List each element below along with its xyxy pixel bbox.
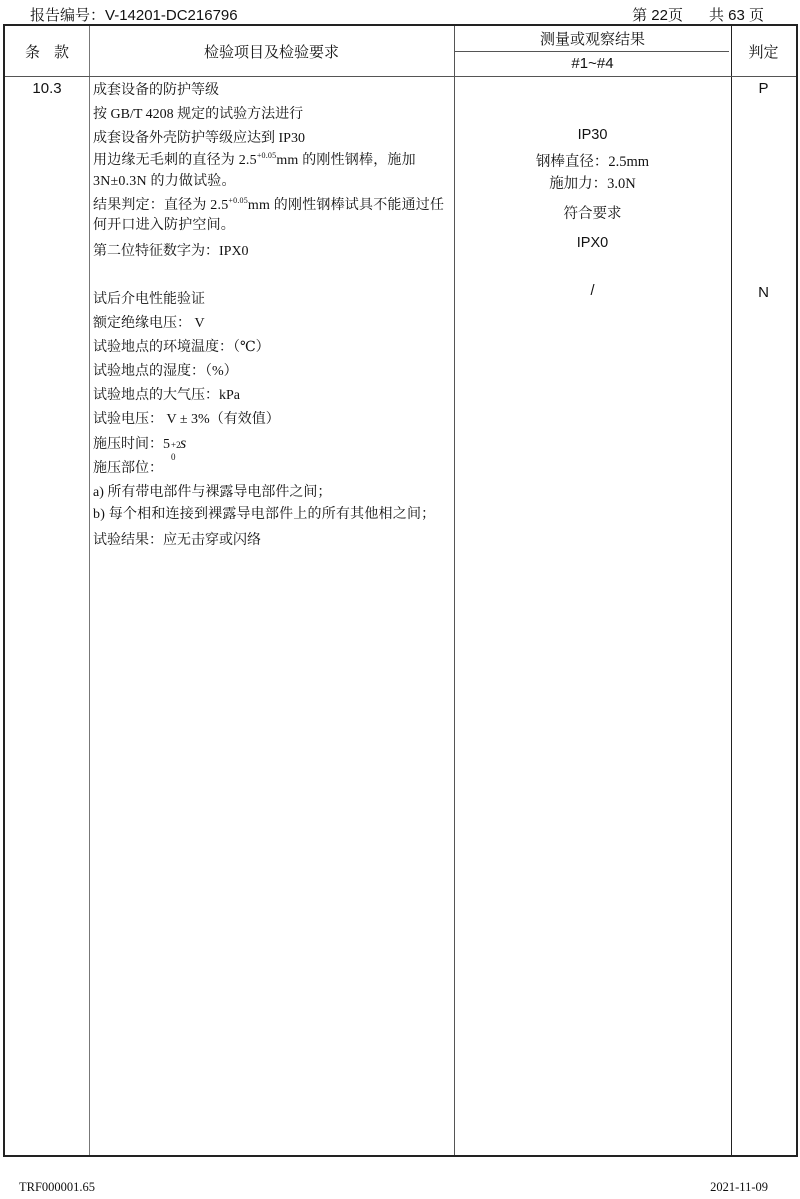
requirement-grade: 成套设备外壳防护等级应达到 IP30 bbox=[93, 131, 305, 146]
judgement-text: mm 的刚性钢棒试具不能通过任何开口进入防护空间。 bbox=[93, 197, 445, 233]
verdict-not-applicable: N bbox=[758, 284, 769, 301]
rated-voltage: 额定绝缘电压： V bbox=[93, 316, 205, 331]
requirement-rod-test bbox=[93, 151, 453, 192]
clause-number: 10.3 bbox=[32, 80, 62, 97]
requirement-second-digit: 第二位特征数字为：IPX0 bbox=[93, 244, 249, 259]
judgement-text: 结果判定：直径为 2.5 bbox=[93, 197, 229, 213]
location-label: 施压部位： bbox=[93, 461, 163, 476]
form-code: TRF000001.65 bbox=[19, 1180, 96, 1194]
footer-date: 2021-11-09 bbox=[710, 1180, 768, 1194]
dielectric-title: 试后介电性能验证 bbox=[93, 292, 205, 307]
rod-test-text: 用边缘无毛刺的直径为 2.5 bbox=[93, 153, 257, 168]
page-indicator bbox=[628, 4, 764, 25]
result-dielectric: / bbox=[590, 283, 595, 299]
column-header-sample-range: #1~#4 bbox=[571, 55, 614, 72]
duration-unit: s bbox=[180, 435, 187, 452]
result-rod-diameter: 钢棒直径：2.5mm bbox=[535, 154, 650, 170]
test-voltage: 试验电压： V ± 3%（有效值） bbox=[93, 412, 280, 427]
duration-label: 施压时间： bbox=[93, 437, 163, 452]
report-number-value: V-14201-DC216796 bbox=[105, 7, 238, 24]
page-current: 第 22页 bbox=[632, 7, 683, 24]
report-number-label: 报告编号： bbox=[30, 7, 106, 24]
humidity: 试验地点的湿度：（%） bbox=[93, 364, 238, 379]
location-b: b) 每个相和连接到裸露导电部件上的所有其他相之间； bbox=[93, 507, 436, 522]
dielectric-result: 试验结果：应无击穿或闪络 bbox=[93, 533, 261, 548]
header-divider bbox=[5, 76, 796, 77]
page-total: 共 63 页 bbox=[708, 7, 764, 24]
requirement-method: 按 GB/T 4208 规定的试验方法进行 bbox=[93, 107, 304, 122]
column-divider bbox=[731, 26, 732, 1155]
result-second-digit: IPX0 bbox=[576, 235, 609, 251]
column-header-clause: 条款 bbox=[24, 43, 83, 61]
verdict-pass: P bbox=[758, 80, 769, 97]
requirement-judgement bbox=[93, 196, 453, 237]
column-divider bbox=[89, 26, 90, 1155]
column-divider bbox=[454, 26, 455, 1155]
result-force: 施加力：3.0N bbox=[549, 176, 636, 192]
column-header-results: 测量或观察结果 bbox=[539, 31, 645, 48]
atmospheric-pressure: 试验地点的大气压：kPa bbox=[93, 388, 240, 403]
test-duration bbox=[93, 432, 453, 462]
duration-lower: 0 bbox=[171, 452, 176, 462]
column-header-requirements: 检验项目及检验要求 bbox=[203, 43, 339, 61]
result-conformity: 符合要求 bbox=[563, 206, 622, 222]
tolerance-superscript: +0.05 bbox=[256, 151, 277, 160]
ambient-temperature: 试验地点的环境温度：（℃） bbox=[93, 340, 270, 355]
rod-test-text: mm 的刚性钢棒，施加3N±0.3N 的力做试验。 bbox=[93, 153, 416, 189]
location-a: a) 所有带电部件与裸露导电部件之间； bbox=[93, 485, 332, 500]
requirement-title: 成套设备的防护等级 bbox=[93, 83, 219, 98]
report-number-header bbox=[30, 4, 238, 25]
duration-base: 5 bbox=[163, 437, 170, 452]
result-ip-grade: IP30 bbox=[577, 127, 608, 143]
tolerance-superscript: +0.05 bbox=[228, 195, 248, 205]
inspection-table bbox=[3, 24, 798, 1157]
duration-upper: +2 bbox=[171, 440, 181, 450]
column-header-verdict: 判定 bbox=[748, 43, 779, 61]
requirements-cell bbox=[93, 79, 453, 553]
